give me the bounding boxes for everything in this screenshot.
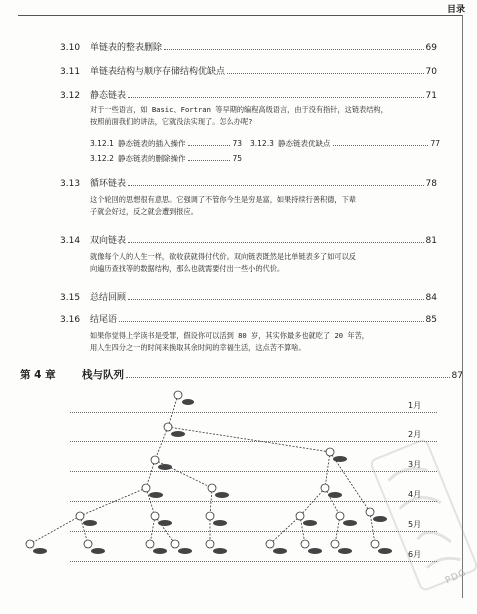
- toc-leader: [164, 48, 424, 50]
- toc-page: 85: [425, 315, 437, 325]
- toc-page: 71: [425, 91, 437, 101]
- toc-page: 70: [425, 67, 437, 77]
- rabbit-tree-illustration: [0, 380, 430, 580]
- toc-subtitle: 静态链表的插入操作: [118, 139, 186, 148]
- toc-leader: [188, 144, 231, 146]
- month-label: 4月: [408, 490, 422, 499]
- toc-entry-3-15[interactable]: [60, 290, 437, 303]
- toc-subnumber: 3.12.3: [250, 139, 274, 148]
- toc-leader: [188, 159, 231, 161]
- quote-line: 向遍历查找等的数据结构，那么也就需要付出一些小的代价。: [90, 264, 285, 273]
- toc-subnumber: 3.12.1: [90, 139, 114, 148]
- toc-leader: [227, 72, 424, 74]
- month-label: 1月: [408, 401, 422, 410]
- quote-doubly-linked-list: [90, 251, 420, 275]
- toc-leader: [119, 320, 424, 322]
- quote-closing: [90, 330, 420, 354]
- toc-title: 单链表结构与顺序存储结构优缺点: [90, 67, 226, 77]
- toc-number: 3.15: [60, 293, 81, 303]
- toc-subtitle: 静态链表优缺点: [278, 139, 331, 148]
- toc-title: 总结回顾: [90, 293, 127, 303]
- toc-page: 75: [232, 154, 242, 163]
- toc-number: 3.13: [60, 179, 81, 189]
- toc-page: 78: [425, 179, 437, 189]
- quote-line: 用人生四分之一的时间来换取其余时间的幸福生活，这点苦不算啥。: [90, 343, 306, 352]
- month-label: 5月: [408, 520, 422, 529]
- toc-leader: [333, 144, 429, 146]
- quote-line: 就像每个人的人生一样，欲收获就得付代价。双向链表既然是比单链表多了如可以反: [90, 252, 356, 261]
- quote-line: 这个轮回的思想很有意思。它强调了不管你今生是穷是富，如果持续行善积德，下辈: [90, 195, 356, 204]
- toc-page: 73: [232, 139, 242, 148]
- month-label: 6月: [408, 550, 422, 559]
- toc-title: 结尾语: [90, 315, 118, 325]
- toc-entry-3-11[interactable]: [60, 64, 437, 77]
- toc-title: 双向链表: [90, 236, 127, 246]
- toc-leader: [128, 184, 424, 186]
- toc-entry-3-13[interactable]: [60, 176, 437, 189]
- toc-page: 77: [430, 139, 440, 148]
- toc-number: 3.10: [60, 43, 81, 53]
- page-edge-rule: [462, 15, 463, 598]
- month-label: 2月: [408, 430, 422, 439]
- toc-subnumber: 3.12.2: [90, 154, 114, 163]
- toc-subentry-3-12-2[interactable]: [90, 153, 242, 164]
- toc-page: 69: [425, 43, 437, 53]
- toc-number: 3.14: [60, 236, 81, 246]
- toc-page: 87: [451, 371, 463, 381]
- toc-subentry-3-12-3[interactable]: [250, 138, 440, 149]
- toc-page: 81: [425, 236, 437, 246]
- toc-number: 3.12: [60, 91, 81, 101]
- toc-leader: [126, 376, 450, 378]
- toc-number: 3.16: [60, 315, 81, 325]
- toc-number: 3.11: [60, 67, 81, 77]
- toc-entry-3-10[interactable]: [60, 40, 437, 53]
- quote-line: 对于一些语言，如 Basic、Fortran 等早期的编程高级语言，由于没有指针，这链表结构，: [90, 105, 388, 114]
- toc-title: 循环链表: [90, 179, 127, 189]
- quote-circular-list: [90, 194, 420, 218]
- chapter-label: 第 4 章: [20, 369, 56, 381]
- watermark-text: PDG: [443, 567, 469, 587]
- toc-page: 84: [425, 293, 437, 303]
- toc-leader: [128, 241, 424, 243]
- quote-line: 如果你觉得上学读书是受罪，假设你可以活到 80 岁，其实你最多也就吃了 20 年苦，: [90, 331, 369, 340]
- quote-line: 子就会好过，反之就会遭到报应。: [90, 207, 198, 216]
- toc-entry-3-14[interactable]: [60, 233, 437, 246]
- header-rule: [18, 15, 463, 16]
- toc-title: 单链表的整表删除: [90, 43, 163, 53]
- toc-subentry-3-12-1[interactable]: [90, 138, 242, 149]
- quote-static-list: [90, 104, 420, 128]
- toc-leader: [128, 298, 424, 300]
- toc-title: 静态链表: [90, 91, 127, 101]
- month-label: 3月: [408, 460, 422, 469]
- quote-line: 按照前面我们的讲法，它就没法实现了。怎么办呢?: [90, 117, 253, 126]
- header-label: 目录: [446, 5, 465, 15]
- toc-entry-3-12[interactable]: [60, 88, 437, 101]
- toc-entry-3-16[interactable]: [60, 312, 437, 325]
- toc-leader: [128, 96, 424, 98]
- toc-subtitle: 静态链表的删除操作: [118, 154, 186, 163]
- chapter-title: 栈与队列: [82, 369, 124, 381]
